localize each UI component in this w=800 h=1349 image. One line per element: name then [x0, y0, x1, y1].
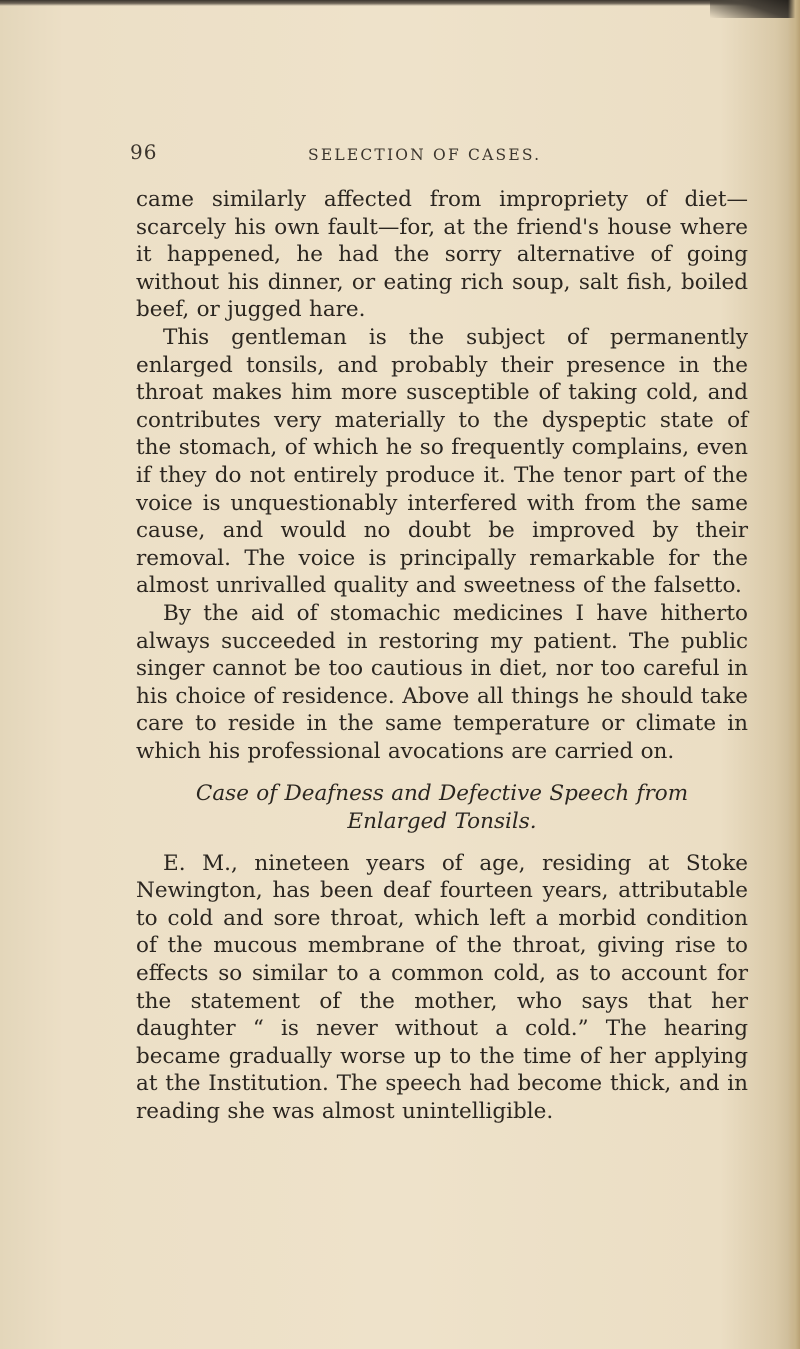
page-number: 96 [130, 140, 158, 164]
running-head-title: SELECTION OF CASES. [308, 146, 542, 164]
page-binding-edge [788, 0, 800, 1349]
paragraph-stomachic: By the aid of stomachic medicines I have hitherto always succeeded in restoring my patient. The public singer cannot be too cautious in diet, nor too careful in his choice of residence. Above all things he should take care to reside in the same temperature or climate in which his professional avocations are carried on. [136, 600, 748, 764]
paragraph-tonsils: This gentleman is the subject of permanently enlarged tonsils, and probably their presence in the throat makes him more susceptible of taking cold, and contributes very materially to the dyspeptic state of the stomach, of which he so frequently complains, even if they do not entirely produce it. The tenor part of the voice is unquestionably interfered with from the same cause, and would no doubt be improved by their removal. The voice is principally remarkable for the almost unrivalled quality and sweetness of the falsetto. [136, 324, 748, 599]
page-corner-shadow [710, 0, 800, 18]
paragraph-continued: came similarly affected from impropriety of diet—scarcely his own fault—for, at the friend's house where it happened, he had the sorry alternative of going without his dinner, or eating rich soup, salt fish, boiled beef, or jugged hare. [136, 187, 748, 323]
paragraph-case-em: E. M., nineteen years of age, residing at Stoke Newington, has been deaf fourteen years, attributable to cold and sore throat, which left a morbid condition of the mucous membrane of the throat, giving rise to effects so similar to a common cold, as to account for the statement of the mother, who says that her daughter “ is never without a cold.” The hearing became gradually worse up to the time of her applying at the Institution. The speech had become thick, and in reading she was almost unintelligible. [136, 850, 748, 1124]
running-head [130, 140, 750, 170]
page-top-shadow [0, 0, 800, 6]
section-heading: Case of Deafness and Defective Speech from Enlarged Tonsils. [195, 781, 689, 835]
body-text [136, 186, 748, 1126]
